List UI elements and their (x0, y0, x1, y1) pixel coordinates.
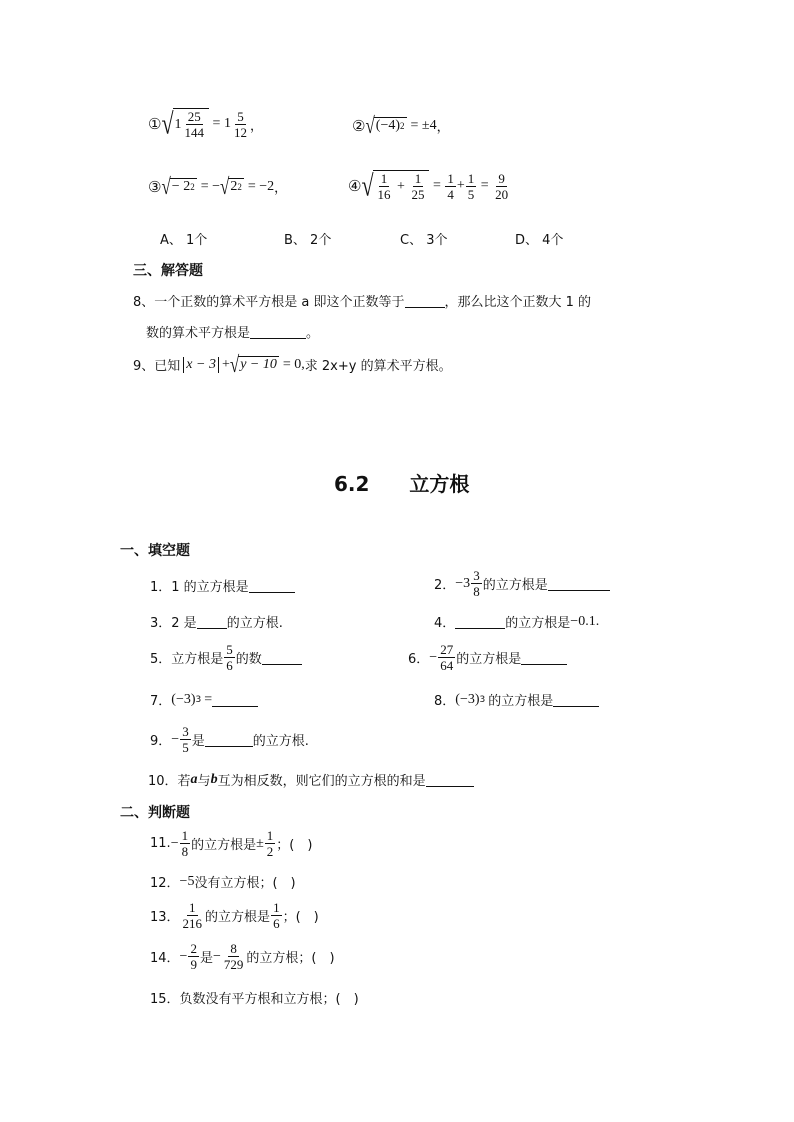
choice-item-1: ① √ 1 $\frac{25}{144}$ = 1 $\frac{5}{12}$ ， (148, 106, 263, 141)
answer-blank[interactable] (212, 692, 258, 707)
choice-item-4: ④ √ $\frac{1}{16}$ + $\frac{1}{25}$ = $\frac{1}{4}$ + $\frac{1}{5}$ = $\frac{9}{20}$ (348, 168, 509, 203)
fill-question-8: 8． (−3) 3 的立方根是 (434, 690, 599, 709)
item-marker: ③ (148, 177, 162, 196)
answer-blank[interactable] (426, 772, 474, 787)
section-heading-fill: 一、填空题 (120, 543, 190, 559)
judge-question-12: 12． −5 没有立方根；( ) (150, 873, 296, 891)
answer-blank[interactable] (521, 650, 567, 665)
option-d[interactable]: D、 4个 (515, 233, 564, 248)
sqrt-expression: √ 1 $\frac{25}{144}$ (161, 108, 209, 140)
question-8-line-2: 数的算术平方根是 。 (146, 326, 320, 341)
answer-blank[interactable] (455, 614, 505, 629)
question-8-line-1: 8、一个正数的算术平方根是 a 即这个正数等于 ，那么比这个正数大 1 的 (133, 295, 592, 310)
answer-blank[interactable] (249, 578, 295, 593)
judge-question-11: 11. − $\frac{1}{8}$ 的立方根是 ± $\frac{1}{2}$ ；( ) (150, 828, 313, 859)
option-b[interactable]: B、 2个 (284, 233, 332, 248)
option-c[interactable]: C、 3个 (400, 233, 448, 248)
fill-question-5: 5．立方根是 $\frac{5}{6}$ 的数 (150, 642, 302, 673)
item-marker: ① (148, 115, 162, 133)
fill-question-10: 10．若 a 与 b 互为相反数，则它们的立方根的和是 (148, 770, 474, 789)
choice-item-2: ② √ (−4) 2 = ±4 ， (352, 112, 450, 139)
fill-question-6: 6． − $\frac{27}{64}$ 的立方根是 (408, 642, 567, 673)
section-heading-solve: 三、解答题 (133, 263, 203, 279)
answer-blank[interactable] (553, 692, 599, 707)
answer-blank[interactable] (205, 732, 253, 747)
judge-question-15: 15．负数没有平方根和立方根；( ) (150, 992, 359, 1007)
question-9: 9、已知 x − 3 + √ y − 10 = 0, 求 2x+y 的算术平方根。 (133, 351, 452, 378)
section-heading-judge: 二、判断题 (120, 805, 190, 821)
answer-blank[interactable] (548, 576, 610, 591)
fill-question-2: 2． −3 $\frac{3}{8}$ 的立方根是 (434, 568, 610, 599)
fill-question-7: 7． (−3) 3 = (150, 690, 258, 709)
answer-blank[interactable] (197, 614, 227, 629)
judge-question-13: 13． $\frac{1}{216}$ 的立方根是 $\frac{1}{6}$ ；( ) (150, 900, 319, 931)
fill-question-4: 4． 的立方根是 −0.1. (434, 613, 600, 631)
fill-question-3: 3．2 是 的立方根. (150, 616, 283, 631)
item-marker: ④ (348, 177, 362, 195)
fill-question-9: 9． − $\frac{3}{5}$ 是 的立方根. (150, 724, 309, 755)
answer-blank[interactable] (405, 293, 445, 308)
option-a[interactable]: A、 1个 (160, 233, 208, 248)
answer-blank[interactable] (250, 324, 306, 339)
sqrt-expression: √ (−4) 2 (365, 112, 405, 139)
item-marker: ② (352, 116, 366, 135)
fill-question-1: 1．1 的立方根是 (150, 576, 295, 595)
judge-question-14: 14． − $\frac{2}{9}$ 是 − $\frac{8}{729}$ 的立方根；( ) (150, 941, 335, 972)
answer-blank[interactable] (262, 650, 302, 665)
chapter-title: 6.2 立方根 (334, 472, 470, 496)
choice-item-3: ③ √ − 2 2 = − √ 2 2 = −2 ， (148, 173, 288, 200)
